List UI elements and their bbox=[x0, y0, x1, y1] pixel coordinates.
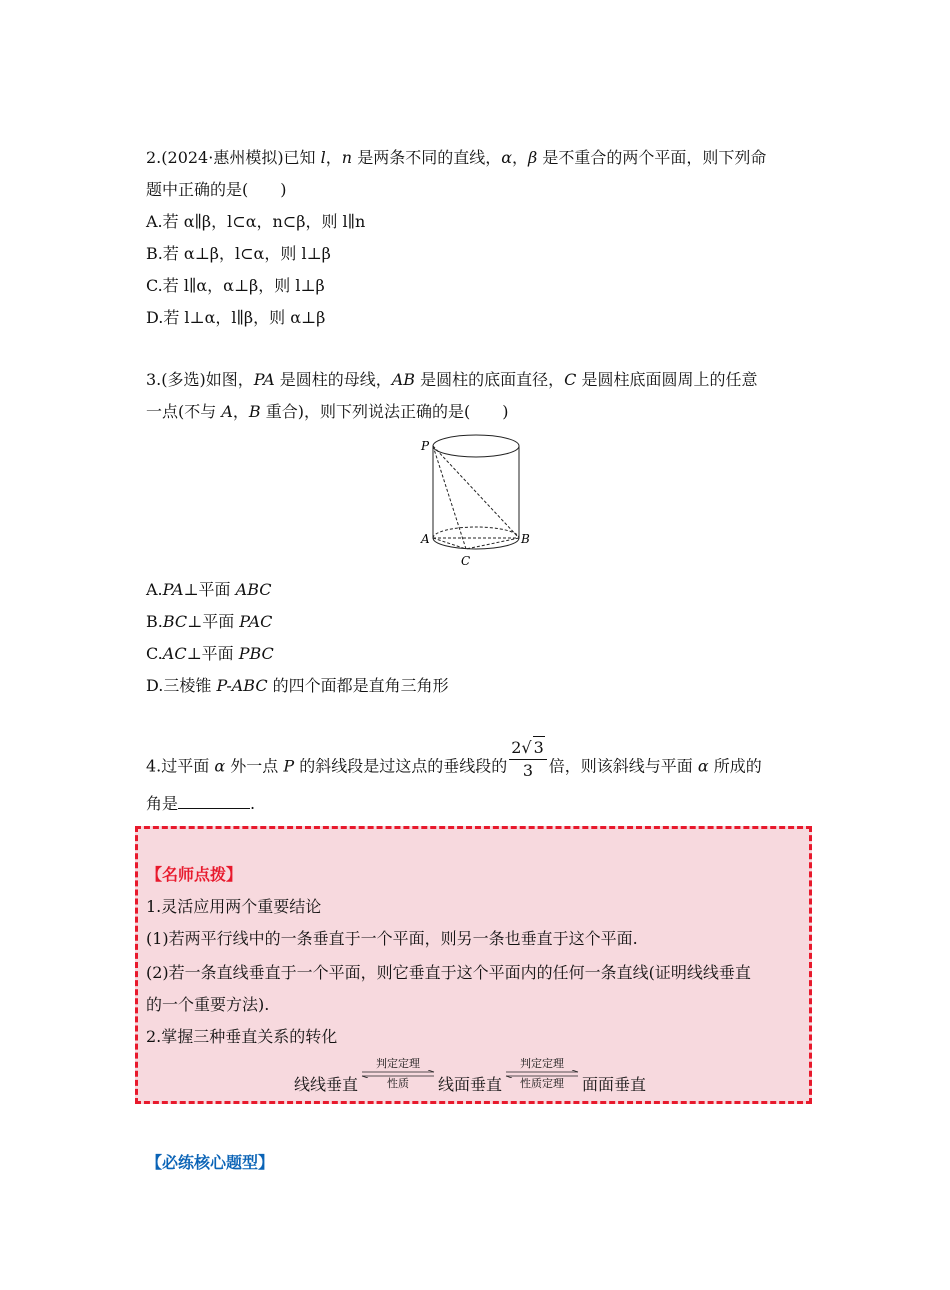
relation-1 bbox=[360, 1055, 436, 1095]
relation-1-top: 判定定理 bbox=[376, 1057, 421, 1070]
tip-title: 【名师点拨】 bbox=[146, 865, 243, 884]
relation-2-bottom: 性质定理 bbox=[520, 1077, 565, 1090]
chain-plane-plane: 面面垂直 bbox=[582, 1075, 647, 1094]
tip-line3: (2)若一条直线垂直于一个平面，则它垂直于这个平面内的任何一条直线(证明线线垂直 bbox=[146, 963, 751, 982]
teacher-tip-box bbox=[135, 826, 812, 1104]
q4-line2: 角是 . bbox=[146, 794, 256, 813]
q3-option-a: A.PA⊥平面 ABC bbox=[146, 580, 272, 599]
cylinder-base-back bbox=[433, 527, 519, 538]
segment-pb bbox=[433, 446, 519, 538]
q3-option-c: C.AC⊥平面 PBC bbox=[146, 644, 274, 663]
cylinder-top-ellipse bbox=[433, 435, 519, 457]
q3-option-d: D.三棱锥 P-ABC 的四个面都是直角三角形 bbox=[146, 676, 449, 695]
relation-2 bbox=[504, 1055, 580, 1095]
segment-pc bbox=[433, 446, 466, 549]
q2-option-c: C.若 l∥α，α⊥β，则 l⊥β bbox=[146, 276, 325, 295]
label-b: B bbox=[521, 532, 530, 546]
relation-1-bottom: 性质 bbox=[387, 1077, 410, 1090]
perpendicular-chain bbox=[294, 1055, 646, 1095]
chain-line-plane: 线面垂直 bbox=[438, 1075, 503, 1094]
label-a: A bbox=[421, 532, 430, 546]
label-p: P bbox=[421, 439, 430, 453]
q4-line1: 4.过平面 α 外一点 P 的斜线段是过这点的垂线段的 $\frac{2√ 3}{3}$ 倍，则该斜线与平面 α 所成的 bbox=[146, 738, 762, 780]
q2-option-a: A.若 α∥β，l⊂α，n⊂β，则 l∥n bbox=[146, 212, 366, 231]
q2-line2: 题中正确的是( ) bbox=[146, 180, 287, 199]
section-title: 【必练核心题型】 bbox=[146, 1153, 275, 1172]
segment-bc bbox=[466, 538, 519, 549]
q3-option-b: B.BC⊥平面 PAC bbox=[146, 612, 273, 631]
cylinder-base-front bbox=[433, 538, 519, 549]
q2-option-b: B.若 α⊥β，l⊂α，则 l⊥β bbox=[146, 244, 331, 263]
chain-line-line: 线线垂直 bbox=[294, 1075, 359, 1094]
label-c: C bbox=[461, 554, 471, 568]
tip-line5: 2.掌握三种垂直关系的转化 bbox=[146, 1027, 338, 1046]
tip-line2: (1)若两平行线中的一条垂直于一个平面，则另一条也垂直于这个平面. bbox=[146, 929, 638, 948]
tip-line4: 的一个重要方法). bbox=[146, 995, 270, 1014]
q2-line1: 2.(2024·惠州模拟)已知 l，n 是两条不同的直线，α，β 是不重合的两个平面，则下列命 bbox=[146, 148, 767, 167]
ratio-fraction: $\frac{2√ 3}{3}$ bbox=[509, 736, 547, 782]
q2-option-d: D.若 l⊥α，l∥β，则 α⊥β bbox=[146, 308, 326, 327]
relation-2-top: 判定定理 bbox=[520, 1057, 565, 1070]
q3-line2: 一点(不与 A，B 重合)，则下列说法正确的是( ) bbox=[146, 402, 509, 421]
tip-line1: 1.灵活应用两个重要结论 bbox=[146, 897, 322, 916]
q3-line1: 3.(多选)如图，PA 是圆柱的母线，AB 是圆柱的底面直径，C 是圆柱底面圆周上的任意 bbox=[146, 370, 758, 389]
cylinder-figure bbox=[418, 430, 538, 572]
answer-blank[interactable] bbox=[178, 794, 250, 809]
